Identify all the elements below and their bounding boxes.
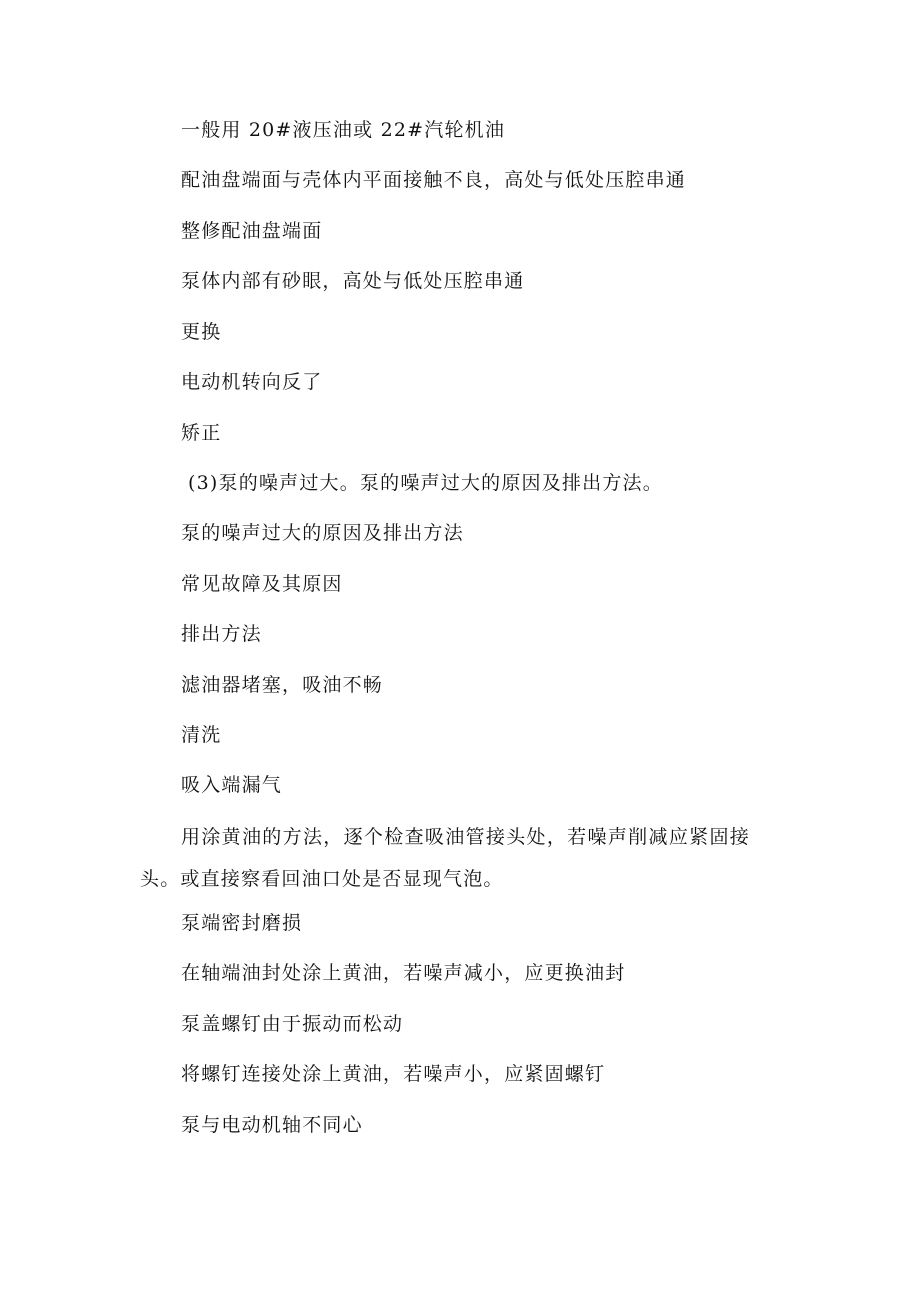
text-line-fix-correct: 矫正 <box>181 422 222 444</box>
text-line-fault-port-plate: 配油盘端面与壳体内平面接触不良，高处与低处压腔串通 <box>181 169 687 191</box>
text-paragraph-fix-air-leak: 用涂黄油的方法，逐个检查吸油管接头处，若噪声削减应紧固接头。或直接察看回油口处是否显现气泡。 <box>140 826 750 890</box>
text-line-fix-port-plate: 整修配油盘端面 <box>181 220 323 242</box>
text-line-lubricant: 一般用 20#液压油或 22#汽轮机油 <box>181 119 506 141</box>
text-line-fix-screws: 将螺钉连接处涂上黄油，若噪声小，应紧固螺钉 <box>181 1063 606 1085</box>
text-line-fault-air-leak: 吸入端漏气 <box>181 774 283 796</box>
column-header-remedy: 排出方法 <box>181 623 262 645</box>
section-heading-noise: (3)泵的噪声过大。泵的噪声过大的原因及排出方法。 <box>188 472 663 494</box>
text-line-fault-filter: 滤油器堵塞，吸油不畅 <box>181 674 384 696</box>
table-title-noise: 泵的噪声过大的原因及排出方法 <box>181 522 464 544</box>
text-line-fault-seal-wear: 泵端密封磨损 <box>181 912 303 934</box>
text-line-fix-clean: 清洗 <box>181 724 222 746</box>
text-line-fix-seal: 在轴端油封处涂上黄油，若噪声减小，应更换油封 <box>181 962 626 984</box>
text-line-fault-loose-screws: 泵盖螺钉由于振动而松动 <box>181 1013 404 1035</box>
column-header-fault-cause: 常见故障及其原因 <box>181 573 343 595</box>
text-line-fix-replace: 更换 <box>181 321 222 343</box>
text-line-fault-sand-hole: 泵体内部有砂眼，高处与低处压腔串通 <box>181 270 525 292</box>
text-line-fault-motor-direction: 电动机转向反了 <box>181 371 323 393</box>
text-line-fault-misalignment: 泵与电动机轴不同心 <box>181 1114 363 1136</box>
